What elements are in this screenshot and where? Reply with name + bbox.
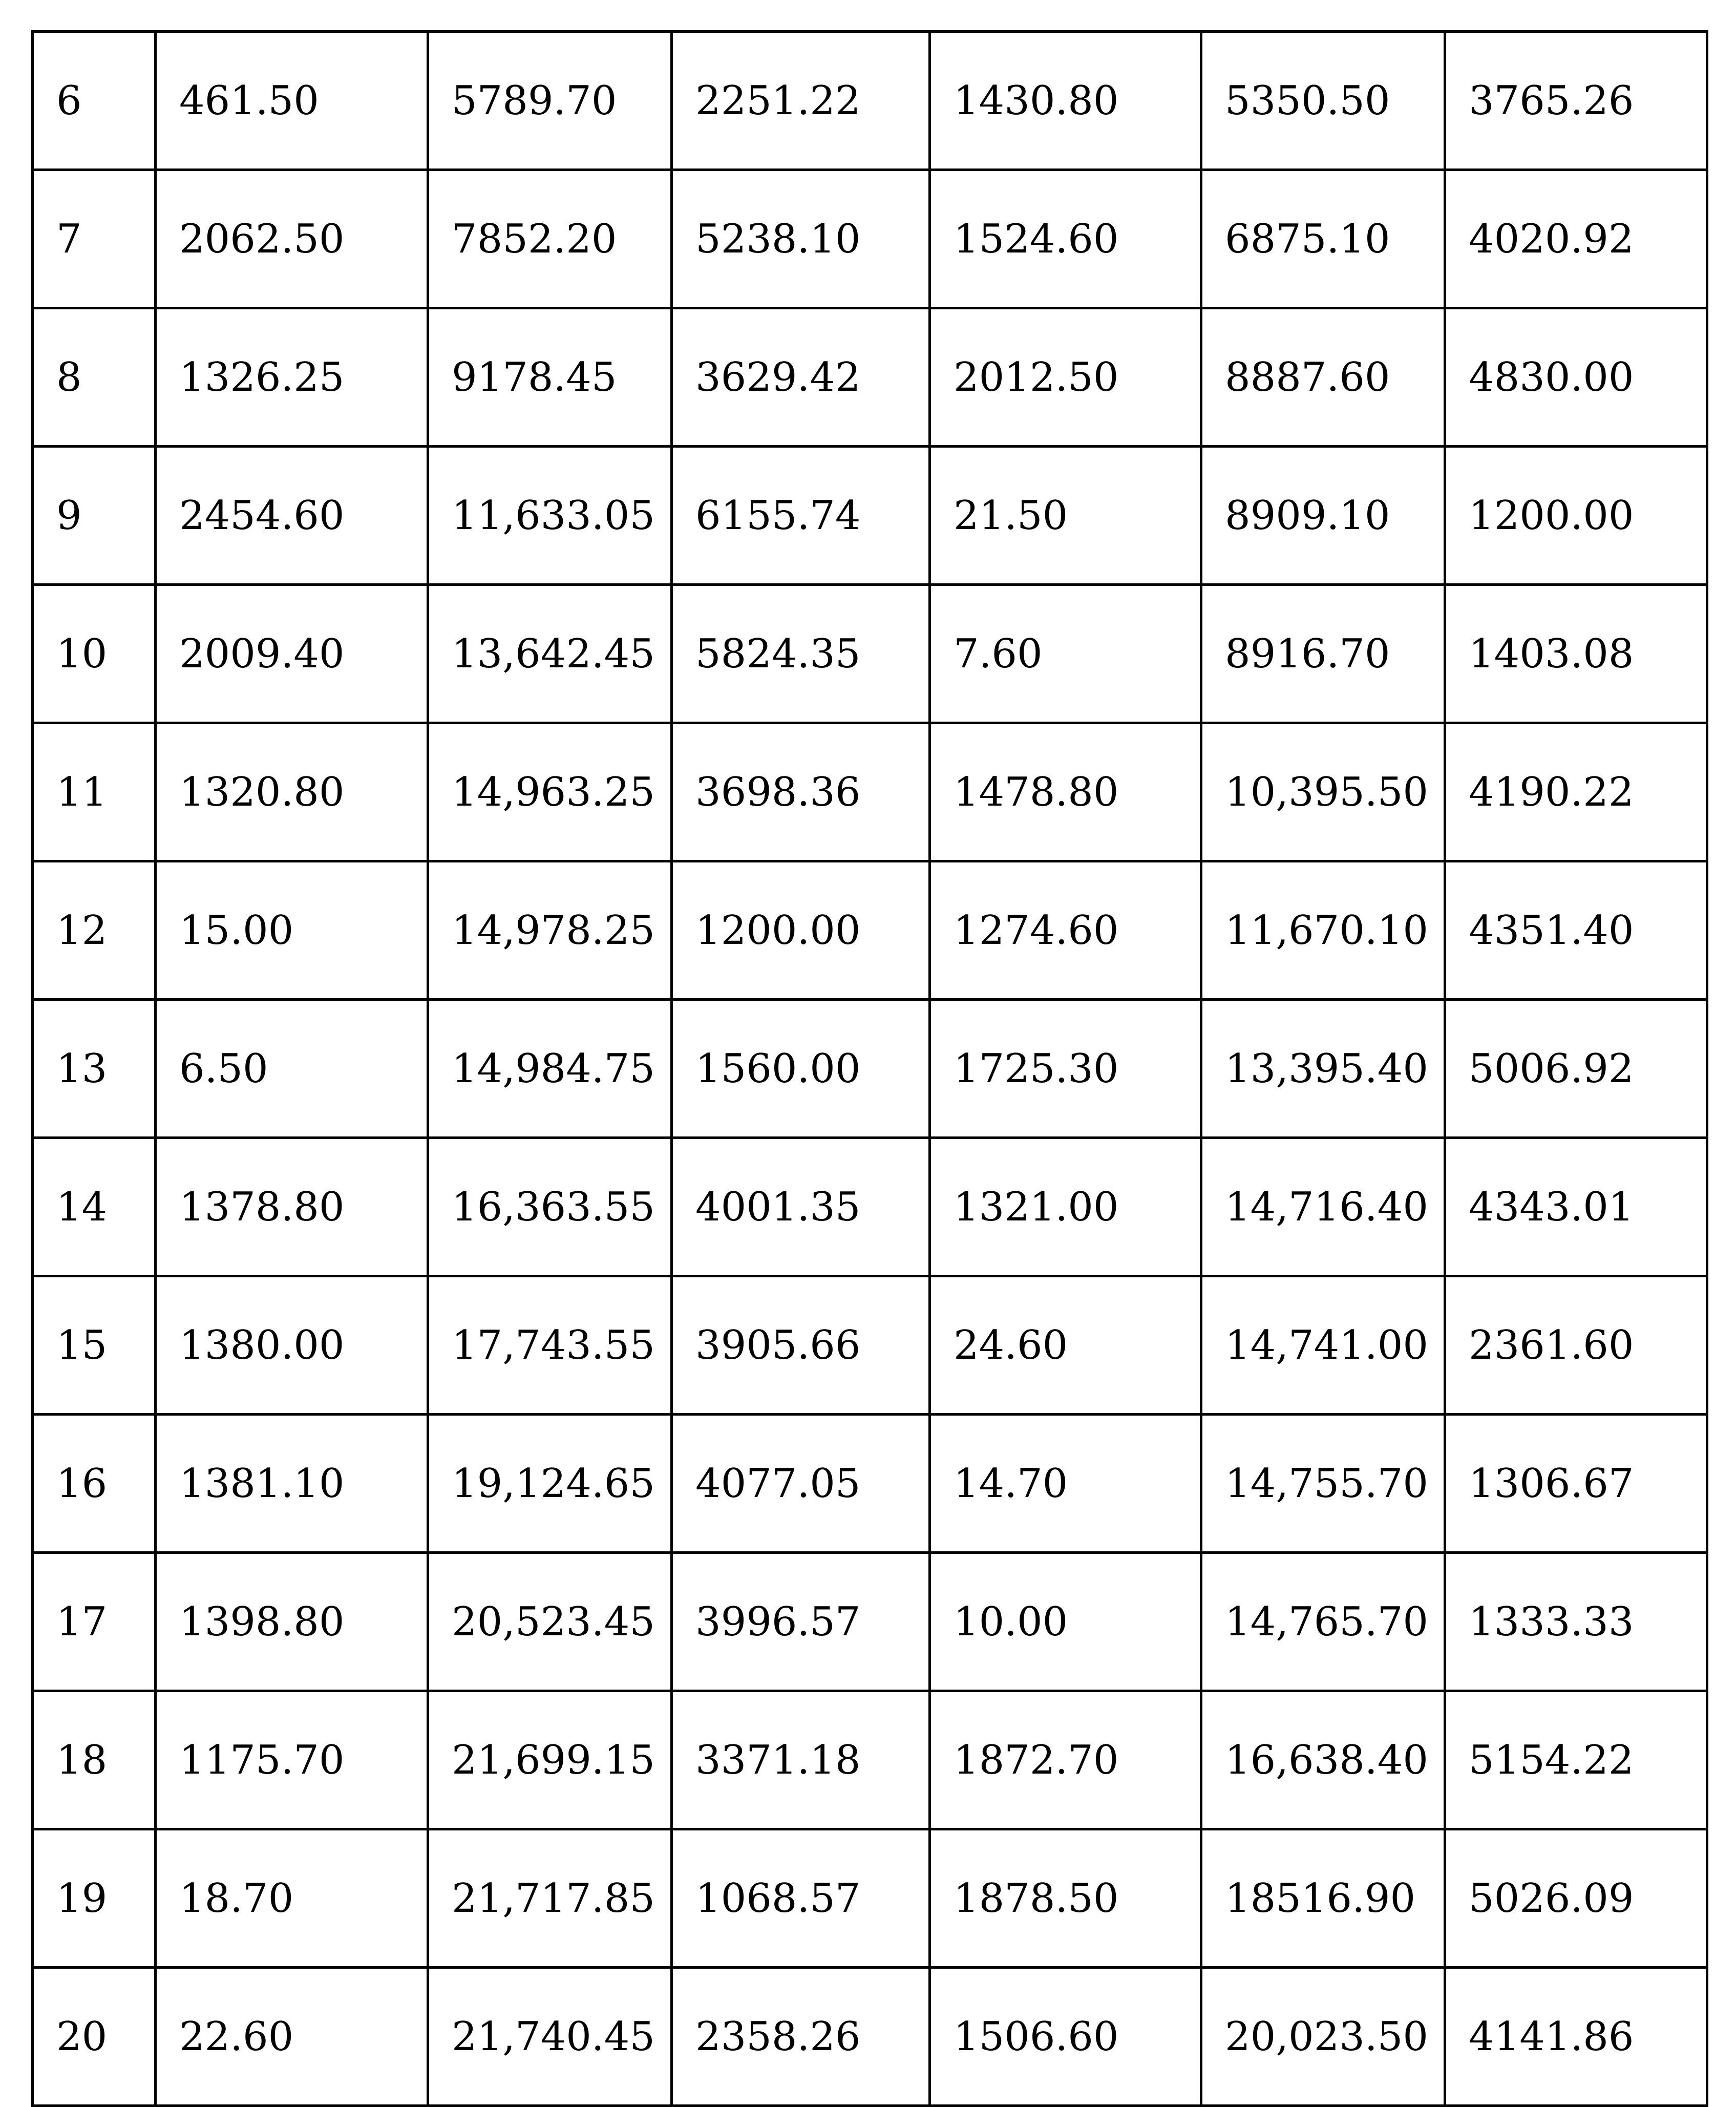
row-number-cell: 19	[33, 1829, 156, 1968]
value-cell-3: 3371.18	[672, 1691, 930, 1829]
table-row	[33, 170, 1707, 308]
value-cell-3: 3905.66	[672, 1276, 930, 1415]
value-cell-1: 18.70	[156, 1829, 428, 1968]
value-cell-1: 461.50	[156, 32, 428, 170]
value-cell-4: 1878.50	[930, 1829, 1201, 1968]
value-cell-1: 1381.10	[156, 1415, 428, 1553]
table-row	[33, 723, 1707, 861]
table-row	[33, 447, 1707, 585]
table-row	[33, 1138, 1707, 1276]
row-number-cell: 7	[33, 170, 156, 308]
value-cell-4: 14.70	[930, 1415, 1201, 1553]
row-number-cell: 11	[33, 723, 156, 861]
value-cell-2: 13,642.45	[428, 585, 672, 723]
value-cell-2: 7852.20	[428, 170, 672, 308]
value-cell-6: 1306.67	[1445, 1415, 1707, 1553]
value-cell-2: 14,963.25	[428, 723, 672, 861]
value-cell-2: 21,740.45	[428, 1968, 672, 2106]
value-cell-1: 1398.80	[156, 1553, 428, 1691]
value-cell-3: 2358.26	[672, 1968, 930, 2106]
value-cell-1: 1320.80	[156, 723, 428, 861]
table-row	[33, 1553, 1707, 1691]
table-row	[33, 585, 1707, 723]
table-row	[33, 1000, 1707, 1138]
value-cell-2: 14,978.25	[428, 861, 672, 1000]
row-number-cell: 18	[33, 1691, 156, 1829]
value-cell-4: 21.50	[930, 447, 1201, 585]
value-cell-2: 20,523.45	[428, 1553, 672, 1691]
value-cell-5: 10,395.50	[1201, 723, 1445, 861]
value-cell-6: 4830.00	[1445, 308, 1707, 447]
value-cell-1: 1175.70	[156, 1691, 428, 1829]
row-number-cell: 20	[33, 1968, 156, 2106]
value-cell-5: 16,638.40	[1201, 1691, 1445, 1829]
value-cell-4: 10.00	[930, 1553, 1201, 1691]
value-cell-1: 22.60	[156, 1968, 428, 2106]
value-cell-5: 8916.70	[1201, 585, 1445, 723]
table-row	[33, 32, 1707, 170]
value-cell-5: 14,716.40	[1201, 1138, 1445, 1276]
value-cell-3: 4077.05	[672, 1415, 930, 1553]
value-cell-2: 11,633.05	[428, 447, 672, 585]
value-cell-1: 2062.50	[156, 170, 428, 308]
value-cell-4: 1478.80	[930, 723, 1201, 861]
value-cell-4: 1872.70	[930, 1691, 1201, 1829]
value-cell-3: 3996.57	[672, 1553, 930, 1691]
value-cell-6: 4343.01	[1445, 1138, 1707, 1276]
value-cell-5: 14,765.70	[1201, 1553, 1445, 1691]
value-cell-5: 8909.10	[1201, 447, 1445, 585]
table-row	[33, 308, 1707, 447]
value-cell-5: 14,755.70	[1201, 1415, 1445, 1553]
value-cell-6: 4351.40	[1445, 861, 1707, 1000]
value-cell-3: 1560.00	[672, 1000, 930, 1138]
value-cell-6: 1200.00	[1445, 447, 1707, 585]
table-row	[33, 861, 1707, 1000]
value-cell-4: 1725.30	[930, 1000, 1201, 1138]
value-cell-4: 1274.60	[930, 861, 1201, 1000]
value-cell-1: 1378.80	[156, 1138, 428, 1276]
value-cell-1: 1380.00	[156, 1276, 428, 1415]
value-cell-1: 1326.25	[156, 308, 428, 447]
row-number-cell: 17	[33, 1553, 156, 1691]
value-cell-5: 13,395.40	[1201, 1000, 1445, 1138]
value-cell-1: 2454.60	[156, 447, 428, 585]
value-cell-3: 1068.57	[672, 1829, 930, 1968]
value-cell-5: 20,023.50	[1201, 1968, 1445, 2106]
value-cell-3: 4001.35	[672, 1138, 930, 1276]
value-cell-6: 4020.92	[1445, 170, 1707, 308]
value-cell-3: 1200.00	[672, 861, 930, 1000]
value-cell-5: 5350.50	[1201, 32, 1445, 170]
row-number-cell: 14	[33, 1138, 156, 1276]
row-number-cell: 13	[33, 1000, 156, 1138]
row-number-cell: 10	[33, 585, 156, 723]
table-row	[33, 1415, 1707, 1553]
value-cell-2: 14,984.75	[428, 1000, 672, 1138]
value-cell-2: 16,363.55	[428, 1138, 672, 1276]
value-cell-3: 3629.42	[672, 308, 930, 447]
value-cell-4: 24.60	[930, 1276, 1201, 1415]
value-cell-2: 19,124.65	[428, 1415, 672, 1553]
value-cell-4: 2012.50	[930, 308, 1201, 447]
value-cell-3: 3698.36	[672, 723, 930, 861]
value-cell-3: 6155.74	[672, 447, 930, 585]
value-cell-3: 2251.22	[672, 32, 930, 170]
value-cell-4: 1506.60	[930, 1968, 1201, 2106]
value-cell-5: 18516.90	[1201, 1829, 1445, 1968]
value-cell-4: 1430.80	[930, 32, 1201, 170]
value-cell-6: 3765.26	[1445, 32, 1707, 170]
value-cell-2: 5789.70	[428, 32, 672, 170]
row-number-cell: 9	[33, 447, 156, 585]
value-cell-2: 9178.45	[428, 308, 672, 447]
table-body	[33, 32, 1707, 2106]
row-number-cell: 12	[33, 861, 156, 1000]
value-cell-6: 2361.60	[1445, 1276, 1707, 1415]
value-cell-5: 6875.10	[1201, 170, 1445, 308]
data-table	[31, 30, 1708, 2107]
value-cell-4: 7.60	[930, 585, 1201, 723]
row-number-cell: 16	[33, 1415, 156, 1553]
value-cell-6: 5154.22	[1445, 1691, 1707, 1829]
value-cell-6: 5026.09	[1445, 1829, 1707, 1968]
value-cell-2: 21,717.85	[428, 1829, 672, 1968]
value-cell-1: 6.50	[156, 1000, 428, 1138]
row-number-cell: 15	[33, 1276, 156, 1415]
value-cell-3: 5824.35	[672, 585, 930, 723]
table-row	[33, 1829, 1707, 1968]
value-cell-5: 11,670.10	[1201, 861, 1445, 1000]
value-cell-3: 5238.10	[672, 170, 930, 308]
value-cell-2: 21,699.15	[428, 1691, 672, 1829]
value-cell-6: 1333.33	[1445, 1553, 1707, 1691]
table-row	[33, 1691, 1707, 1829]
value-cell-6: 4190.22	[1445, 723, 1707, 861]
value-cell-4: 1321.00	[930, 1138, 1201, 1276]
value-cell-5: 14,741.00	[1201, 1276, 1445, 1415]
value-cell-6: 5006.92	[1445, 1000, 1707, 1138]
value-cell-6: 1403.08	[1445, 585, 1707, 723]
value-cell-5: 8887.60	[1201, 308, 1445, 447]
table-row	[33, 1968, 1707, 2106]
value-cell-1: 15.00	[156, 861, 428, 1000]
value-cell-1: 2009.40	[156, 585, 428, 723]
table-row	[33, 1276, 1707, 1415]
row-number-cell: 6	[33, 32, 156, 170]
value-cell-6: 4141.86	[1445, 1968, 1707, 2106]
value-cell-2: 17,743.55	[428, 1276, 672, 1415]
row-number-cell: 8	[33, 308, 156, 447]
value-cell-4: 1524.60	[930, 170, 1201, 308]
